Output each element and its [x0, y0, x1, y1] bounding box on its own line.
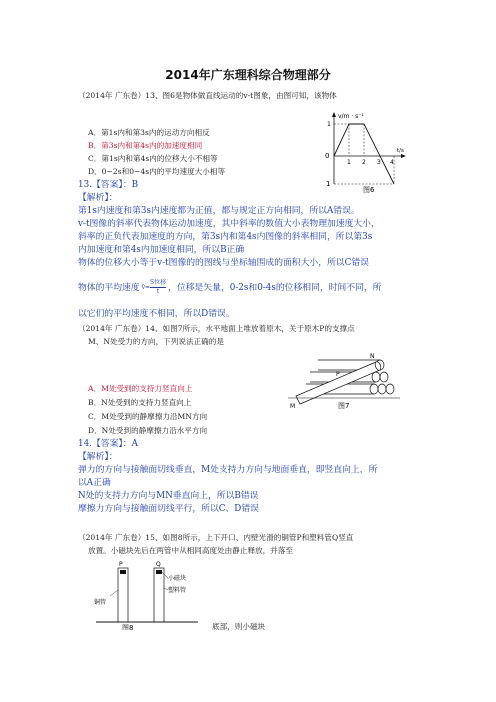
- copper-label: 铜管: [94, 599, 107, 606]
- q15-stem-line-2: 放置。小磁块先后在两管中从相同高度处由静止释放，并落至: [88, 546, 294, 555]
- q14-option-a: A．M处受到的支持力竖直向上: [88, 384, 193, 393]
- log-bottom-end-3: [386, 384, 394, 394]
- q14-analysis-line-1: 弹力的方向与接触面切线垂直，M处支持力方向与地面垂直，即竖直向上，所: [78, 465, 378, 475]
- q13-analysis-line-2: v-t图像的斜率代表物体运动加速度，其中斜率的数值大小表物理加速度大小，: [78, 219, 380, 229]
- origin-label: 0: [325, 152, 330, 160]
- x-tick-1: 1: [347, 159, 351, 166]
- magnet-label: 小磁块: [168, 575, 187, 582]
- plastic-label: 塑料管: [168, 587, 187, 594]
- q14-analysis-line-4: 摩擦力方向与接触面切线平行，所以C、D错误: [78, 504, 259, 514]
- q13-answer: 13.【答案】：B: [78, 180, 139, 190]
- q14-answer: 14.【答案】：A: [78, 439, 138, 449]
- q15-stem-line-1: （2014年 广东卷）15、如图8所示，上下开口、内壁光滑的铜管P和塑料管Q竖直: [78, 533, 354, 542]
- figure-7-logs: [288, 350, 400, 412]
- figure-8-tubes: [92, 558, 202, 630]
- formula-suffix: ，位移是矢量，0-2s和0-4s的位移相同，时间不同，所: [168, 283, 382, 293]
- q14-analysis-label: 【解析】：: [78, 452, 118, 462]
- x-tick-4: 4: [390, 159, 394, 166]
- label-q: Q: [156, 561, 161, 568]
- q13-option-b: B．第3s内和第4s内的加速度相同: [88, 141, 203, 150]
- formula-numerator: S位移: [150, 279, 167, 286]
- q14-stem-line-1: （2014年 广东卷）14、如图7所示，水平地面上堆放着原木，关于原木P的支撑点: [78, 324, 355, 333]
- x-tick-3: 3: [377, 159, 381, 166]
- y-axis-arrow: [332, 112, 336, 117]
- q14-analysis-line-2: 以A正确: [78, 478, 111, 488]
- page-title: 2014年广东理科综合物理部分: [165, 68, 331, 82]
- copper-tube-p: [118, 568, 128, 622]
- x-tick-2: 2: [362, 159, 366, 166]
- formula-denominator: t: [156, 288, 160, 295]
- q13-analysis-line-3: 斜率的正负代表加速度的方向，第3s内和第4s内图像的斜率相同，所以第3s: [78, 232, 373, 242]
- q15-trailing-text: 底部，则小磁块: [212, 622, 266, 631]
- label-m: M: [290, 403, 296, 410]
- x-axis-label: t/s: [397, 148, 404, 154]
- figure-7-caption: 图7: [338, 402, 350, 410]
- y-axis-label: v/m · s⁻¹: [338, 113, 364, 120]
- q13-analysis-line-4: 内加速度和第4s内加速度相同，所以B正确: [78, 245, 245, 255]
- y-tick-pos: 1: [327, 121, 331, 128]
- figure-8-caption: 图8: [122, 624, 134, 630]
- q13-formula-line: [78, 279, 381, 296]
- x-axis-arrow: [401, 154, 406, 158]
- log-mid-right-end: [380, 372, 388, 382]
- q14-analysis-line-3: N处的支持力方向与MN垂直向上，所以B错误: [78, 491, 259, 501]
- q13-option-a: A．第1s内和第3s内的运动方向相反: [88, 128, 210, 137]
- y-tick-neg: 1: [326, 180, 331, 188]
- q13-conclusion: 以它们的平均速度不相同，所以D错误。: [78, 309, 235, 319]
- q14-option-b: B．N处受到的支持力竖直向上: [88, 398, 192, 407]
- label-p: P: [336, 371, 340, 378]
- figure-6-caption: 图6: [363, 186, 375, 194]
- log-bottom-end-1: [370, 384, 378, 394]
- label-n: N: [370, 353, 375, 360]
- q13-stem: （2014年 广东卷）13、图6是物体做直线运动的v-t图象，由图可知，该物体: [78, 91, 337, 100]
- label-p: P: [119, 561, 123, 568]
- q14-option-d: D．N处受到的静摩擦力沿水平方向: [88, 426, 208, 435]
- q13-option-d: D．0~2s和0~4s内的平均速度大小相等: [88, 167, 226, 176]
- copper-leader: [110, 590, 118, 596]
- q14-stem-line-2: M、N处受力的方向，下列说法正确的是: [88, 337, 224, 346]
- avg-velocity-formula: v̄= S位移 t: [141, 279, 167, 295]
- log-bottom-end-2: [378, 384, 386, 394]
- plastic-tube-q: [154, 568, 164, 622]
- log-mid-left-end: [372, 372, 380, 382]
- q13-analysis-line-1: 第1s内速度和第3s内速度都为正值，都与规定正方向相同，所以A错误。: [78, 206, 360, 216]
- formula-prefix: 物体的平均速度: [78, 283, 140, 293]
- q13-analysis-label: 【解析】：: [78, 193, 118, 203]
- figure-6-vt-graph: [318, 106, 408, 196]
- log-p: [296, 362, 380, 404]
- q14-option-c: C．M处受到的静摩擦力沿MN方向: [88, 412, 208, 421]
- magnet-in-q: [156, 570, 162, 574]
- q13-option-c: C．第1s内和第4s内的位移大小不相等: [88, 154, 218, 163]
- magnet-in-p: [120, 570, 126, 574]
- q13-analysis-line-5: 物体的位移大小等于v-t图像的的图线与坐标轴围成的面积大小，所以C错误: [78, 258, 369, 268]
